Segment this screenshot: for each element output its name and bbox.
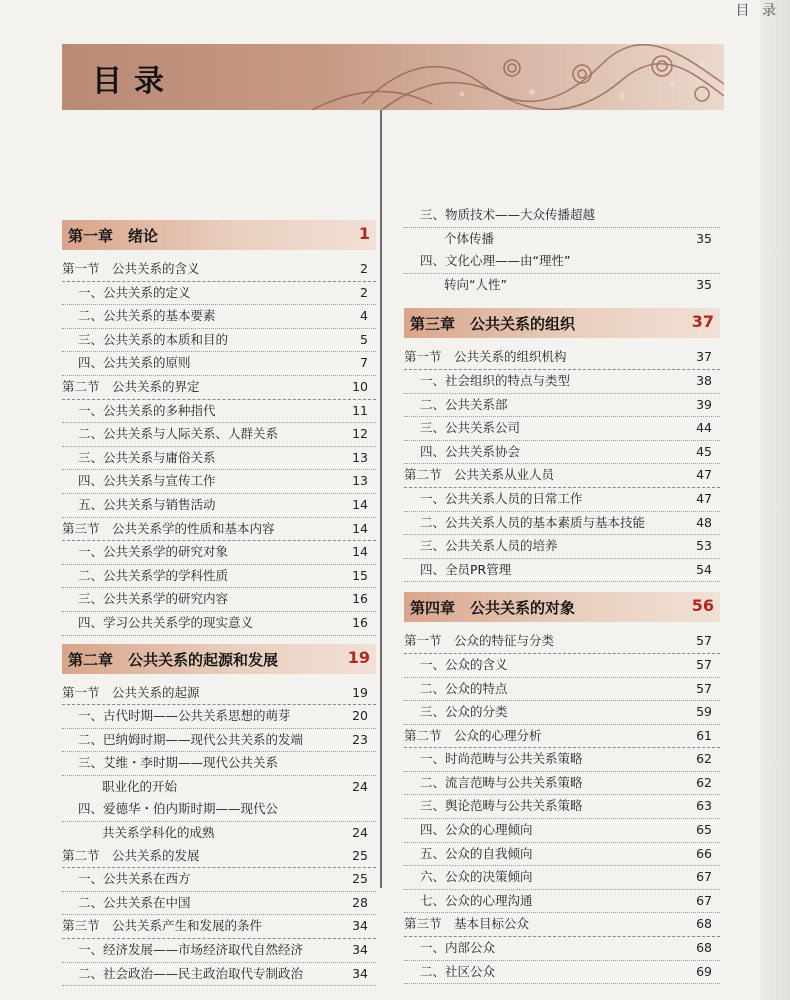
entry-title: 三、舆论范畴与公共关系策略 [420,798,583,814]
chapter-page: 56 [691,596,714,616]
entry-page: 10 [352,378,368,394]
section-entry[interactable] [404,725,720,749]
section-entry[interactable] [404,464,720,488]
entry-title: 四、公众的心理倾向 [420,822,533,838]
entry-title: 一、古代时期——公共关系思想的萌芽 [78,708,291,724]
toc-entry[interactable] [62,963,376,987]
toc-entry[interactable] [404,250,720,274]
entry-title: 四、公共关系的原则 [78,355,191,371]
entry-page: 65 [696,822,712,838]
entry-page: 24 [352,778,368,794]
toc-entry[interactable] [404,843,720,867]
entry-page: 34 [352,918,368,934]
entry-title: 共关系学科化的成熟 [102,825,215,841]
entry-title: 一、社会组织的特点与类型 [420,372,571,388]
entry-page: 35 [696,276,712,292]
entry-title: 二、巴纳姆时期——现代公共关系的发端 [78,731,304,747]
entry-title: 一、公众的含义 [420,656,508,672]
toc-entry[interactable] [404,204,720,228]
toc-entry[interactable] [62,447,376,471]
chapter-title: 第四章 公共关系的对象 [410,599,576,618]
entry-title: 一、时尚范畴与公共关系策略 [420,751,583,767]
section-entry[interactable] [62,845,376,869]
page-edge [760,0,790,1000]
section-entry[interactable] [62,376,376,400]
entry-title: 四、公共关系协会 [420,443,521,459]
entry-page: 14 [352,496,368,512]
toc-entry[interactable] [62,752,376,776]
entry-page: 13 [352,473,368,489]
entry-title: 四、公共关系与宣传工作 [78,473,216,489]
entry-page: 13 [352,449,368,465]
entry-page: 54 [696,561,712,577]
chapter-heading[interactable] [62,644,376,674]
toc-entry[interactable] [404,228,720,251]
entry-title: 二、公共关系与人际关系、人群关系 [78,426,279,442]
entry-title: 第一节 公共关系的起源 [62,684,200,700]
entry-title: 三、公众的分类 [420,704,508,720]
entry-page: 68 [696,916,712,932]
entry-title: 一、公共关系人员的日常工作 [420,490,583,506]
entry-page: 15 [352,567,368,583]
entry-page: 68 [696,940,712,956]
toc-entry[interactable] [62,798,376,822]
corner-mark: 目 录 [735,3,780,19]
entry-page: 66 [696,845,712,861]
toc-entry[interactable] [404,890,720,914]
entry-title: 四、学习公共关系学的现实意义 [78,614,254,630]
toc-entry[interactable] [404,441,720,465]
entry-title: 二、社会政治——民主政治取代专制政治 [78,965,304,981]
toc-entry[interactable] [62,494,376,518]
page-title: 目录 [92,64,176,99]
toc-banner [62,44,724,110]
entry-page: 4 [360,308,368,324]
entry-title: 一、公共关系学的研究对象 [78,544,229,560]
entry-page: 57 [696,680,712,696]
entry-page: 61 [696,727,712,743]
entry-title: 个体传播 [444,230,495,246]
entry-title: 四、爱德华・伯内斯时期——现代公 [78,801,279,817]
entry-page: 14 [352,544,368,560]
entry-page: 34 [352,942,368,958]
toc-entry[interactable] [62,868,376,892]
entry-page: 38 [696,372,712,388]
toc-entry[interactable] [404,417,720,441]
entry-page: 48 [696,514,712,530]
chapter-entries [62,682,376,987]
entry-title: 七、公众的心理沟通 [420,892,533,908]
entry-page: 62 [696,774,712,790]
entry-title: 二、流言范畴与公共关系策略 [420,774,583,790]
chapter-entries [404,630,720,984]
toc-entry[interactable] [62,565,376,589]
entry-page: 2 [360,284,368,300]
toc-entry[interactable] [62,329,376,353]
entry-title: 二、公共关系学的学科性质 [78,567,229,583]
toc-entry[interactable] [404,559,720,583]
entry-page: 69 [696,963,712,979]
section-entry[interactable] [404,346,720,370]
toc-entry[interactable] [62,729,376,753]
chapter-page: 1 [358,224,370,243]
entry-title: 一、经济发展——市场经济取代自然经济 [78,942,304,958]
entry-page: 20 [352,708,368,724]
entry-page: 5 [360,331,368,347]
chapter-entries [404,204,720,296]
entry-page: 25 [352,871,368,887]
section-entry[interactable] [62,518,376,542]
toc-entry[interactable] [404,370,720,394]
toc-entry[interactable] [62,892,376,916]
toc-entry[interactable] [404,654,720,678]
entry-page: 25 [352,847,368,863]
entry-page: 67 [696,892,712,908]
entry-title: 一、公共关系的定义 [78,284,191,300]
entry-title: 五、公共关系与销售活动 [78,496,216,512]
toc-entry[interactable] [404,701,720,725]
toc-entry[interactable] [62,776,376,799]
entry-title: 第二节 公共关系的发展 [62,847,200,863]
entry-page: 16 [352,614,368,630]
entry-title: 三、公共关系公司 [420,420,521,436]
toc-entry[interactable] [62,588,376,612]
entry-page: 67 [696,869,712,885]
entry-title: 一、公共关系的多种指代 [78,402,216,418]
entry-title: 第二节 公众的心理分析 [404,727,542,743]
entry-title: 二、公共关系部 [420,396,508,412]
toc-left-column [62,214,376,986]
entry-title: 转向“人性” [444,276,507,292]
section-entry[interactable] [62,682,376,706]
toc-entry[interactable] [404,772,720,796]
chapter-page: 19 [347,647,370,667]
entry-title: 二、公共关系的基本要素 [78,308,216,324]
entry-title: 职业化的开始 [102,778,178,794]
toc-entry[interactable] [404,819,720,843]
section-entry[interactable] [62,915,376,939]
toc-entry[interactable] [62,352,376,376]
toc-entry[interactable] [62,470,376,494]
toc-entry[interactable] [62,423,376,447]
entry-page: 45 [696,443,712,459]
entry-title: 二、公共关系在中国 [78,894,191,910]
entry-page: 23 [352,731,368,747]
entry-title: 第一节 公众的特征与分类 [404,633,555,649]
entry-title: 三、公共关系与庸俗关系 [78,449,216,465]
section-entry[interactable] [404,630,720,654]
entry-title: 第二节 公共关系的界定 [62,378,200,394]
entry-title: 四、文化心理——由“理性” [420,253,571,269]
entry-page: 53 [696,538,712,554]
toc-entry[interactable] [404,866,720,890]
toc-entry[interactable] [62,400,376,424]
entry-title: 六、公众的决策倾向 [420,869,533,885]
toc-entry[interactable] [404,394,720,418]
entry-page: 12 [352,426,368,442]
entry-page: 11 [352,402,368,418]
entry-title: 二、社区公众 [420,963,496,979]
toc-entry[interactable] [404,512,720,536]
chapter-title: 第二章 公共关系的起源和发展 [68,650,279,669]
toc-entry[interactable] [404,535,720,559]
toc-right-column [404,204,720,984]
entry-page: 24 [352,825,368,841]
entry-page: 34 [352,965,368,981]
entry-title: 第三节 基本目标公众 [404,916,530,932]
entry-title: 第三节 公共关系产生和发展的条件 [62,918,263,934]
toc-entry[interactable] [404,961,720,985]
toc-entry[interactable] [62,305,376,329]
toc-entry[interactable] [62,541,376,565]
entry-page: 28 [352,894,368,910]
entry-title: 第一节 公共关系的组织机构 [404,349,567,365]
entry-title: 一、公共关系在西方 [78,871,191,887]
column-divider [380,110,382,888]
chapter-page: 37 [691,312,714,332]
section-entry[interactable] [62,258,376,282]
entry-title: 四、全员PR管理 [420,561,512,577]
toc-entry[interactable] [404,795,720,819]
chapter-entries [404,346,720,582]
section-entry[interactable] [404,913,720,937]
entry-title: 第三节 公共关系学的性质和基本内容 [62,520,275,536]
entry-page: 16 [352,591,368,607]
entry-title: 三、公共关系学的研究内容 [78,591,229,607]
toc-entry[interactable] [404,678,720,702]
entry-page: 44 [696,420,712,436]
toc-entry[interactable] [404,488,720,512]
entry-page: 2 [360,261,368,276]
entry-title: 第一节 公共关系的含义 [62,261,200,276]
entry-page: 7 [360,355,368,371]
entry-title: 三、艾维・李时期——现代公共关系 [78,755,279,771]
chapter-heading[interactable] [404,308,720,338]
entry-title: 三、公共关系的本质和目的 [78,331,229,347]
entry-page: 39 [696,396,712,412]
entry-page: 62 [696,751,712,767]
toc-entry[interactable] [62,282,376,306]
entry-title: 一、内部公众 [420,940,496,956]
toc-entry[interactable] [404,937,720,961]
toc-entry[interactable] [62,612,376,636]
entry-page: 47 [696,467,712,483]
entry-page: 35 [696,230,712,246]
entry-title: 第二节 公共关系从业人员 [404,467,555,483]
entry-page: 47 [696,490,712,506]
chapter-title: 第三章 公共关系的组织 [410,315,576,334]
toc-entry[interactable] [404,748,720,772]
entry-page: 19 [352,684,368,700]
toc-entry[interactable] [62,822,376,845]
entry-page: 57 [696,633,712,649]
entry-title: 二、公众的特点 [420,680,508,696]
entry-title: 三、公共关系人员的培养 [420,538,558,554]
chapter-title: 第一章 绪论 [68,227,159,245]
chapter-heading[interactable] [62,220,376,250]
toc-entry[interactable] [62,705,376,729]
toc-entry[interactable] [62,939,376,963]
toc-entry[interactable] [404,274,720,297]
entry-title: 三、物质技术——大众传播超越 [420,207,596,222]
chapter-heading[interactable] [404,592,720,622]
entry-page: 63 [696,798,712,814]
entry-page: 37 [696,349,712,365]
entry-page: 59 [696,704,712,720]
entry-title: 五、公众的自我倾向 [420,845,533,861]
entry-page: 57 [696,656,712,672]
entry-title: 二、公共关系人员的基本素质与基本技能 [420,514,646,530]
chapter-entries [62,258,376,636]
entry-page: 14 [352,520,368,536]
